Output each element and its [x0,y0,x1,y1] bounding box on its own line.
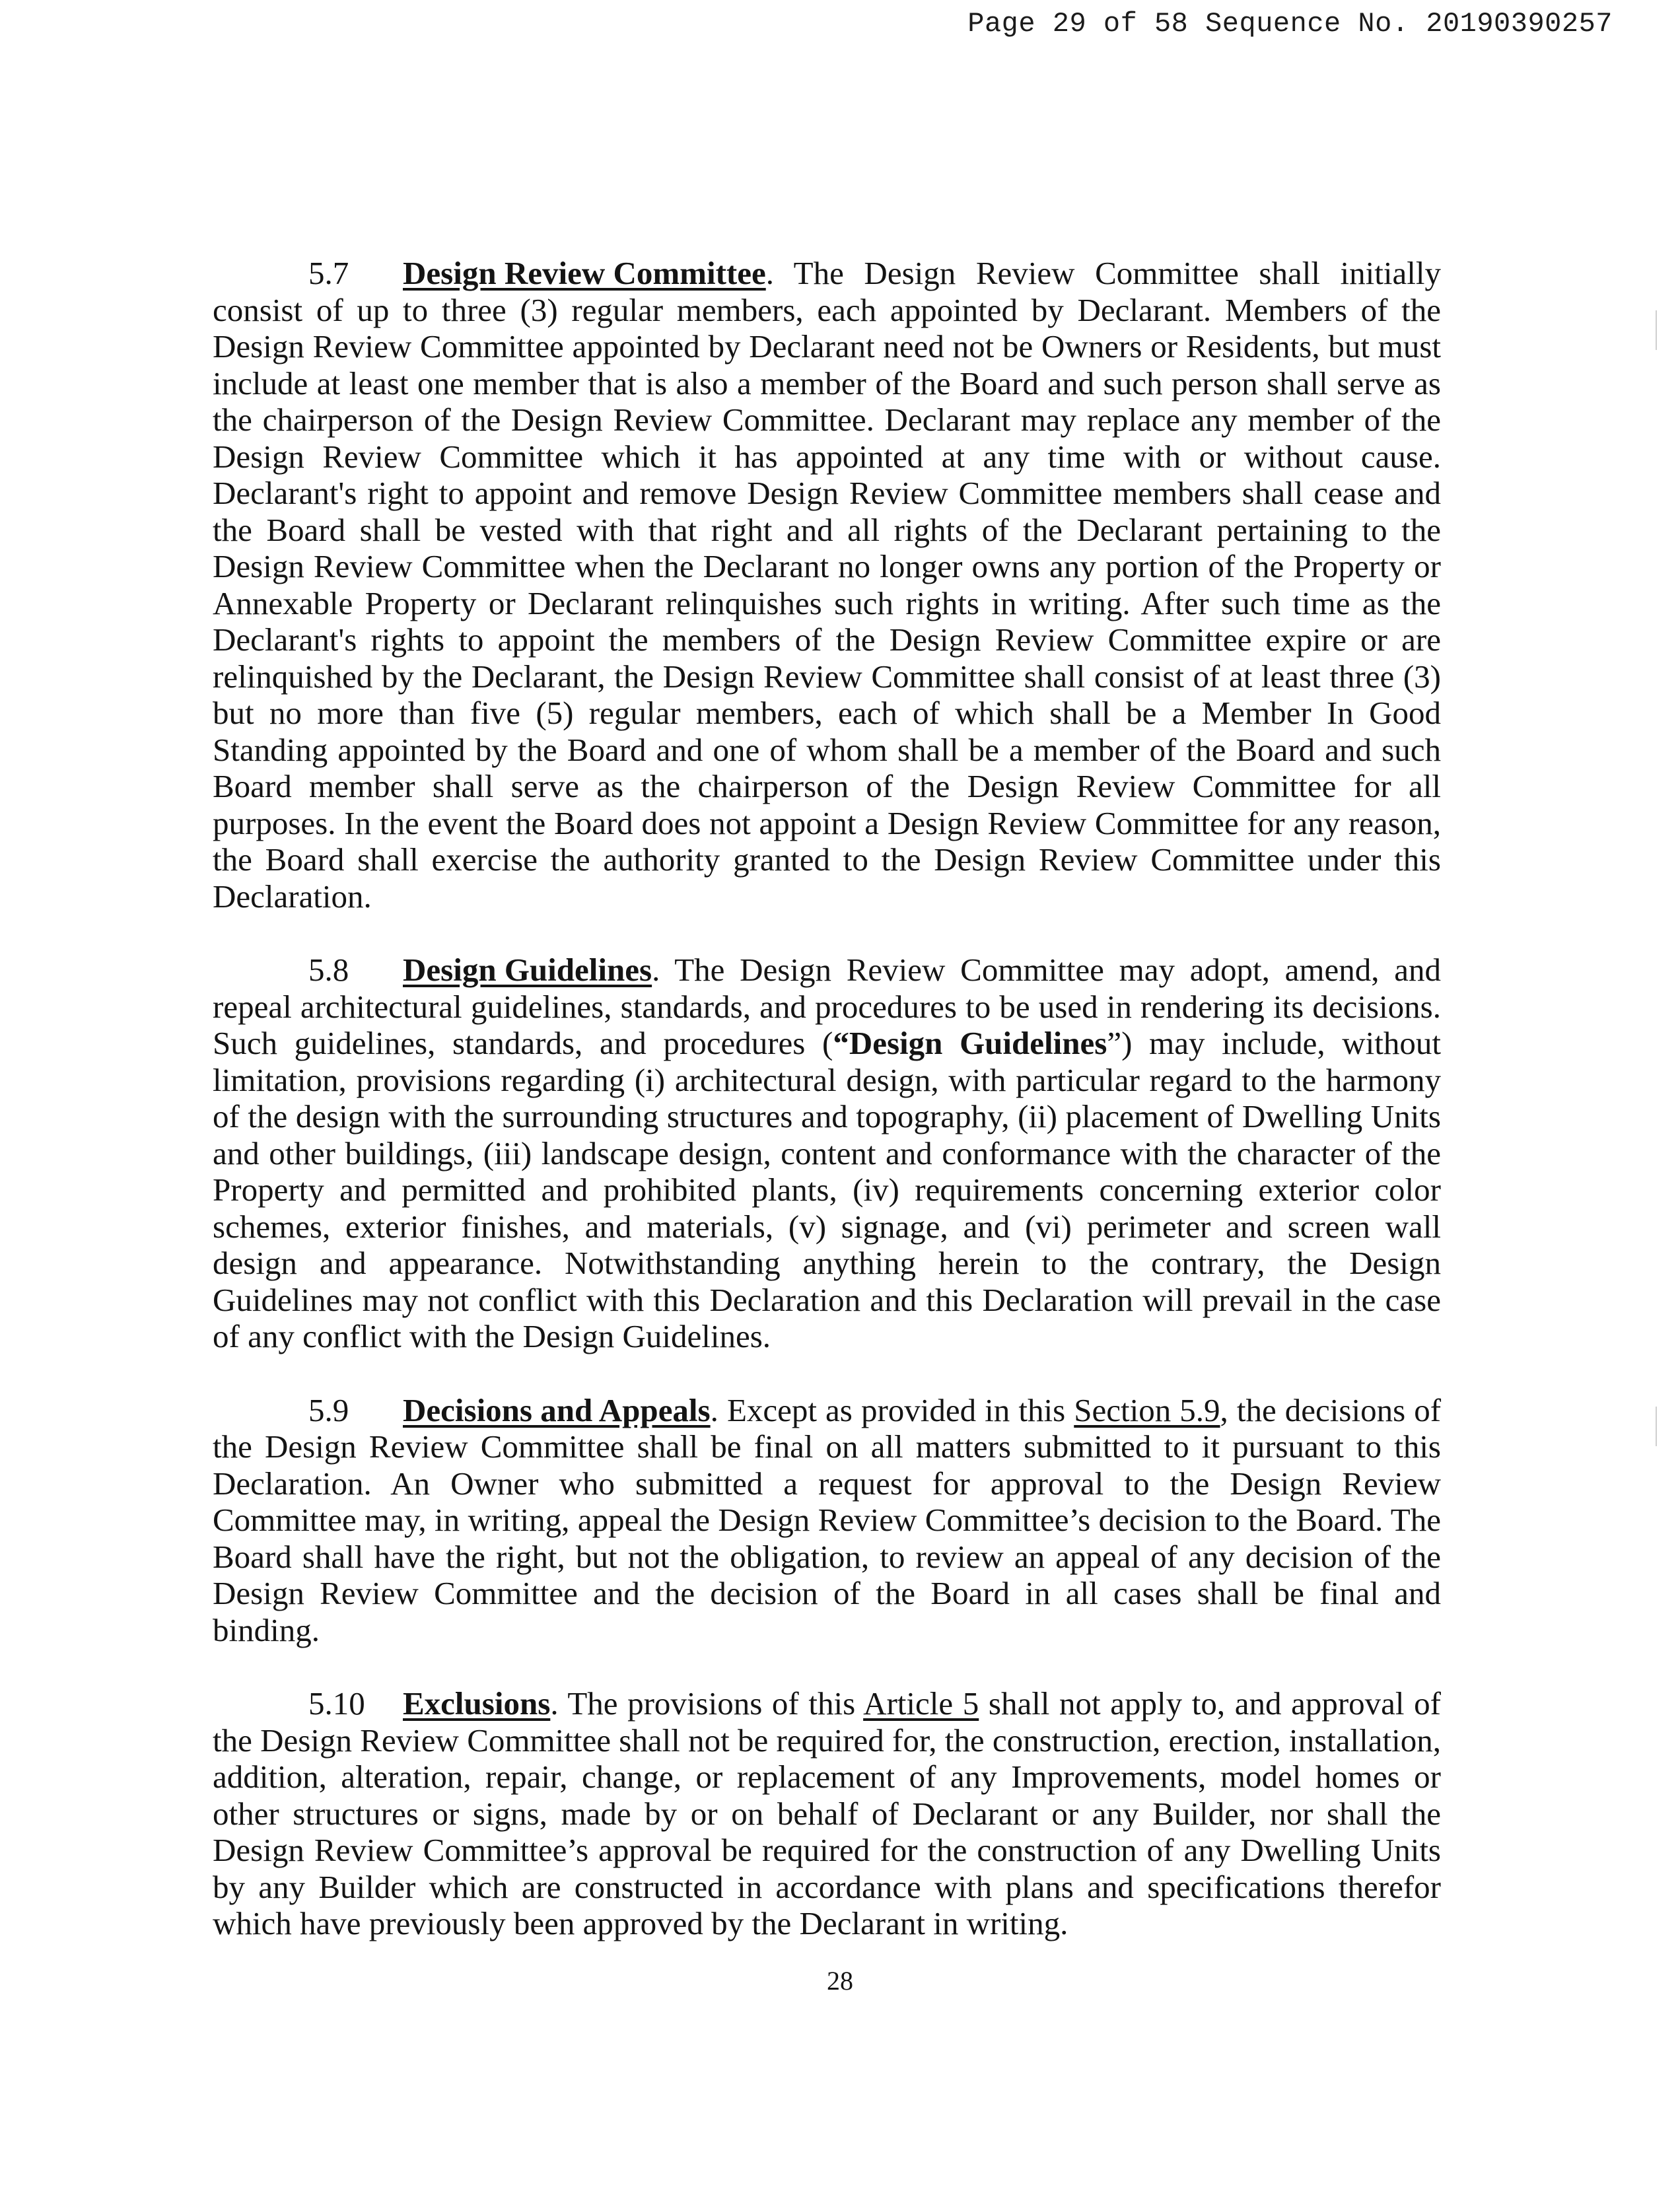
section-title: Design Guidelines [403,952,652,988]
article-reference: Article 5 [863,1685,979,1722]
section-5-10: 5.10 Exclusions. The provisions of this Article 5 shall not apply to, and approval of the Design Review Committee shall not be required for, the construction, erection, installation, addition, alteration, repair, change, or replacement of any Improvements, model homes or other structures or signs, made by or on behalf of Declarant or any Builder, nor shall the Design Review Committee’s approval be required for the construction of any Dwelling Units by any Builder which are constructed in accordance with plans and specifications therefor which have previously been approved by the Declarant in writing. [213,1685,1441,1941]
scan-artifact [1656,310,1657,350]
section-number: 5.9 [308,1391,349,1428]
page-number: 28 [827,1966,853,1996]
section-body-end: ”) may include, without limitation, provisions regarding (i) architectural design, with particular regard to the harmony of the design with the surrounding structures and topography, (ii) placement of Dwelling Units and other buildings, (iii) landscape design, content and conformance with the character of the Property and permitted and prohibited plants, (iv) requirements concerning exterior color schemes, exterior finishes, and materials, (v) signage, and (vi) perimeter and screen wall design and appearance. Notwithstanding anything herein to the contrary, the Design Guidelines may not conflict with this Declaration and this Declaration will prevail in the case of any conflict with the Design Guidelines. [213,1025,1441,1354]
section-title: Decisions and Appeals [403,1391,711,1428]
section-number: 5.10 [308,1685,365,1722]
section-body-start: Except as provided in this [726,1391,1074,1428]
section-body-end: , the decisions of the Design Review Committee shall be final on all matters submitted to it pursuant to this Declaration. An Owner who submitted a request for approval to the Design Review Committee may, in writing, appeal the Design Review Committee’s decision to the Board. The Board shall have the right, but not the obligation, to review an appeal of any decision of the Design Review Committee and the decision of the Board in all cases shall be final and binding. [213,1391,1442,1648]
document-body [213,255,1441,1979]
section-number: 5.7 [308,255,349,291]
section-body-end: shall not apply to, and approval of the Design Review Committee shall not be required for, the construction, erection, installation, addition, alteration, repair, change, or replacement of any Improvements, model homes or other structures or signs, made by or on behalf of Declarant or any Builder, nor shall the Design Review Committee’s approval be required for the construction of any Dwelling Units by any Builder which are constructed in accordance with plans and specifications therefor which have previously been approved by the Declarant in writing. [213,1685,1441,1941]
section-body-start: The Design Review Committee may adopt, amend, and repeal architectural guidelines, standards, and procedures to be used in rendering its decisions. Such guidelines, standards, and procedures ( [213,952,1441,1061]
section-title: Design Review Committee [403,255,766,291]
section-reference: Section 5.9 [1074,1391,1220,1428]
scan-artifact [1656,1407,1657,1446]
page-header: Page 29 of 58 Sequence No. 20190390257 [967,8,1613,40]
defined-term: “Design Guidelines [833,1025,1107,1061]
section-5-9: 5.9 Decisions and Appeals. Except as provided in this Section 5.9, the decisions of the Design Review Committee shall be final on all matters submitted to it pursuant to this Declaration. An Owner who submitted a request for approval to the Design Review Committee may, in writing, appeal the Design Review Committee’s decision to the Board. The Board shall have the right, but not the obligation, to review an appeal of any decision of the Design Review Committee and the decision of the Board in all cases shall be final and binding. [213,1391,1442,1648]
section-5-7: 5.7 Design Review Committee. The Design Review Committee shall initially consist of up to three (3) regular members, each appointed by Declarant. Members of the Design Review Committee appointed by Declarant need not be Owners or Residents, but must include at least one member that is also a member of the Board and such person shall serve as the chairperson of the Design Review Committee. Declarant may replace any member of the Design Review Committee which it has appointed at any time with or without cause. Declarant's right to appoint and remove Design Review Committee members shall cease and the Board shall be vested with that right and all rights of the Declarant pertaining to the Design Review Committee when the Declarant no longer owns any portion of the Property or Annexable Property or Declarant relinquishes such rights in writing. After such time as the Declarant's rights to appoint the members of the Design Review Committee expire or are relinquished by the Declarant, the Design Review Committee shall consist of at least three (3) but no more than five (5) regular members, each of which shall be a Member In Good Standing appointed by the Board and one of whom shall be a member of the Board and such Board member shall serve as the chairperson of the Design Review Committee for all purposes. In the event the Board does not appoint a Design Review Committee for any reason, the Board shall exercise the authority granted to the Design Review Committee under this Declaration. [213,255,1441,915]
section-body-start: The provisions of this [567,1685,864,1722]
section-5-8: 5.8 Design Guidelines. The Design Review Committee may adopt, amend, and repeal architectural guidelines, standards, and procedures to be used in rendering its decisions. Such guidelines, standards, and procedures (“Design Guidelines”) may include, without limitation, provisions regarding (i) architectural design, with particular regard to the harmony of the design with the surrounding structures and topography, (ii) placement of Dwelling Units and other buildings, (iii) landscape design, content and conformance with the character of the Property and permitted and prohibited plants, (iv) requirements concerning exterior color schemes, exterior finishes, and materials, (v) signage, and (vi) perimeter and screen wall design and appearance. Notwithstanding anything herein to the contrary, the Design Guidelines may not conflict with this Declaration and this Declaration will prevail in the case of any conflict with the Design Guidelines. [213,952,1441,1354]
section-body: The Design Review Committee shall initially consist of up to three (3) regular members, each appointed by Declarant. Members of the Design Review Committee appointed by Declarant need not be Owners or Residents, but must include at least one member that is also a member of the Board and such person shall serve as the chairperson of the Design Review Committee. Declarant may replace any member of the Design Review Committee which it has appointed at any time with or without cause. Declarant's right to appoint and remove Design Review Committee members shall cease and the Board shall be vested with that right and all rights of the Declarant pertaining to the Design Review Committee when the Declarant no longer owns any portion of the Property or Annexable Property or Declarant relinquishes such rights in writing. After such time as the Declarant's rights to appoint the members of the Design Review Committee expire or are relinquished by the Declarant, the Design Review Committee shall consist of at least three (3) but no more than five (5) regular members, each of which shall be a Member In Good Standing appointed by the Board and one of whom shall be a member of the Board and such Board member shall serve as the chairperson of the Design Review Committee for all purposes. In the event the Board does not appoint a Design Review Committee for any reason, the Board shall exercise the authority granted to the Design Review Committee under this Declaration. [213,255,1441,915]
section-number: 5.8 [308,952,349,988]
section-title: Exclusions [403,1685,551,1722]
